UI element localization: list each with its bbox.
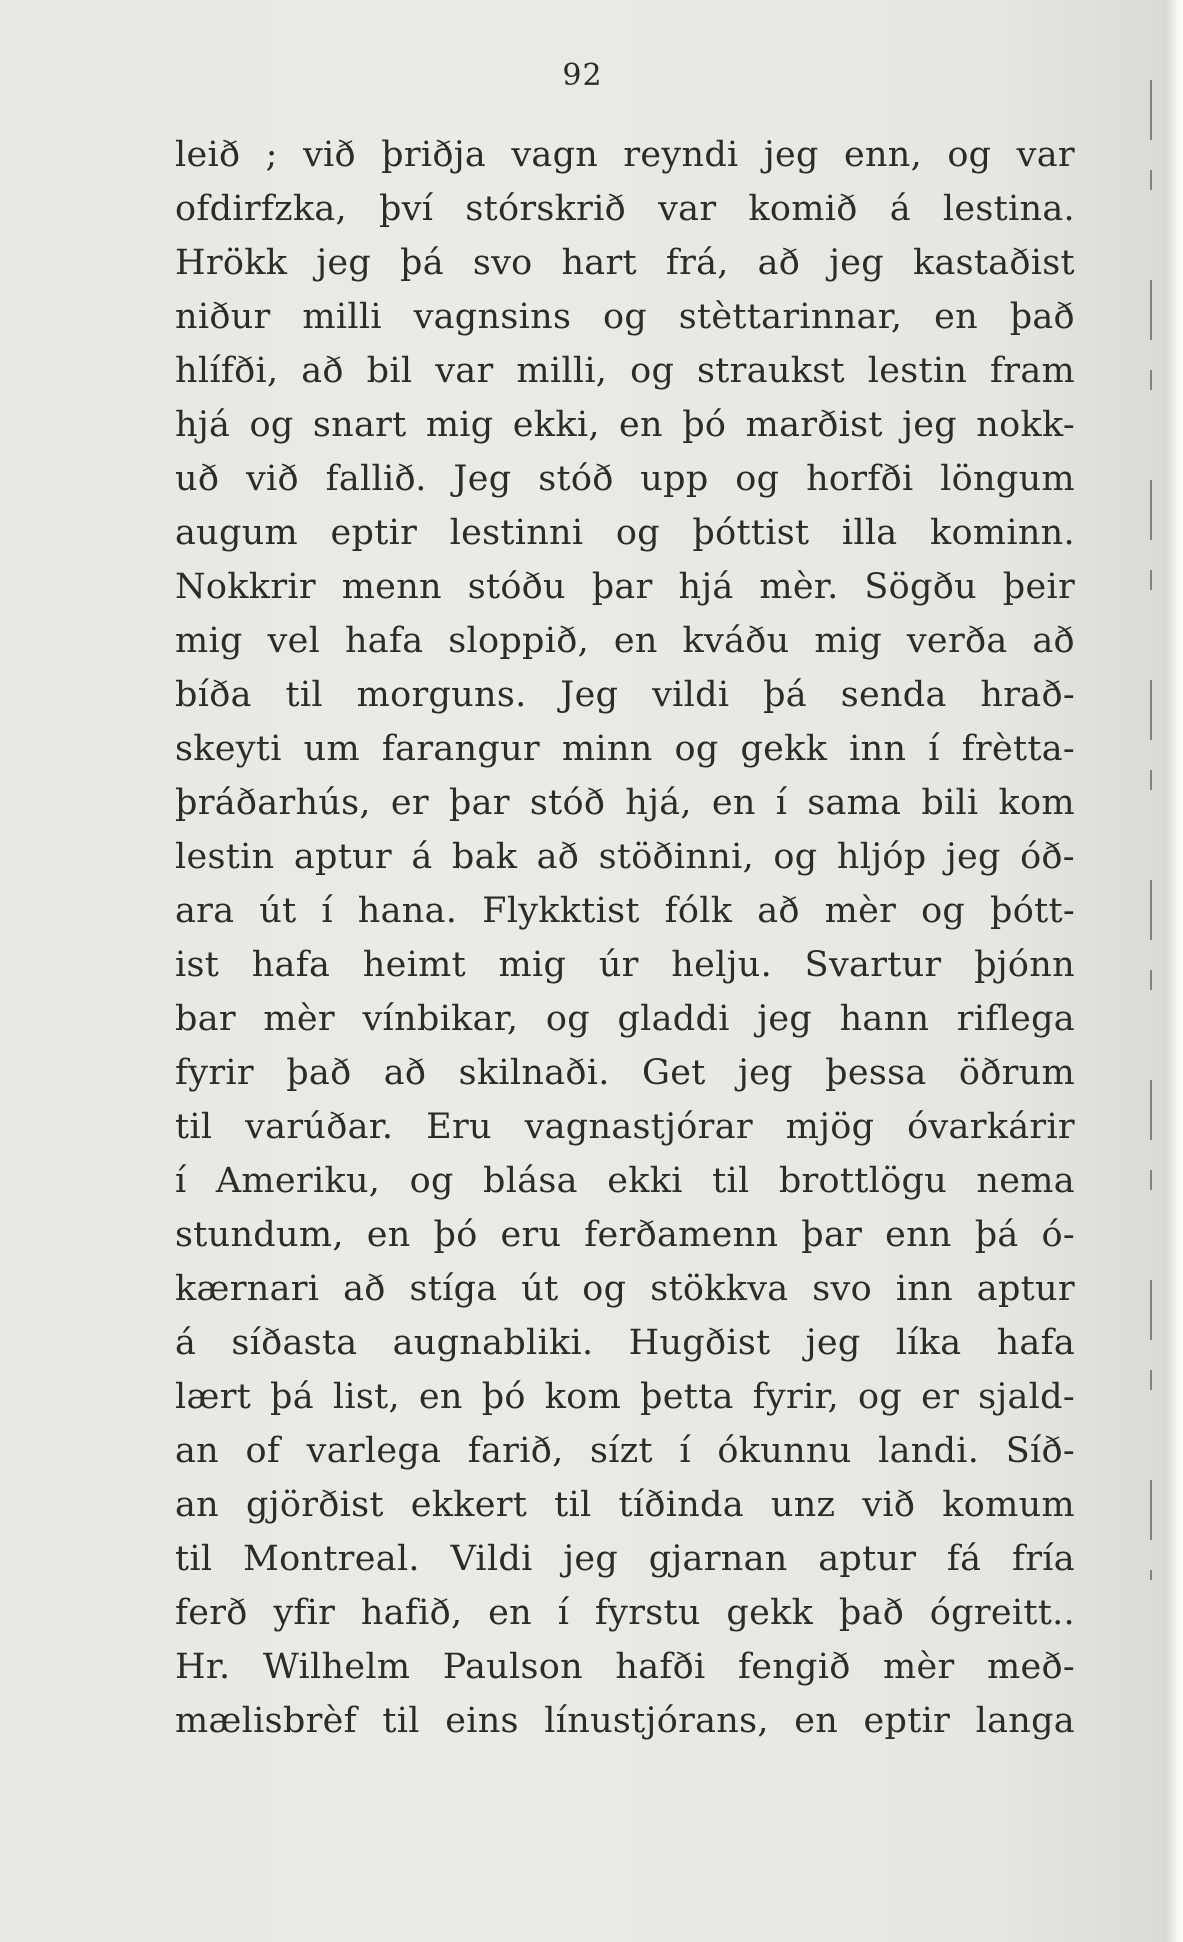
body-text bbox=[175, 128, 1075, 1748]
text-line: lestin aptur á bak að stöðinni, og hljóp jeg óð- bbox=[175, 837, 1075, 877]
text-line: niður milli vagnsins og stèttarinnar, en það bbox=[175, 297, 1075, 337]
text-line: ist hafa heimt mig úr helju. Svartur þjónn bbox=[175, 945, 1075, 985]
text-line: ofdirfzka, því stórskrið var komið á lestina. bbox=[175, 189, 1075, 229]
margin-line bbox=[1150, 80, 1152, 1580]
text-line: til varúðar. Eru vagnastjórar mjög óvarkárir bbox=[175, 1107, 1075, 1147]
text-line: í Ameriku, og blása ekki til brottlögu nema bbox=[175, 1161, 1075, 1201]
text-line: mælisbrèf til eins línustjórans, en eptir langa bbox=[175, 1701, 1075, 1741]
text-line: ferð yfir hafið, en í fyrstu gekk það ógreitt.. bbox=[175, 1593, 1075, 1633]
text-line: ara út í hana. Flykktist fólk að mèr og þótt- bbox=[175, 891, 1075, 931]
text-line: Nokkrir menn stóðu þar hjá mèr. Sögðu þeir bbox=[175, 567, 1075, 607]
text-line: kærnari að stíga út og stökkva svo inn aptur bbox=[175, 1269, 1075, 1309]
text-line: bar mèr vínbikar, og gladdi jeg hann riflega bbox=[175, 999, 1075, 1039]
text-line: uð við fallið. Jeg stóð upp og horfði löngum bbox=[175, 459, 1075, 499]
text-line: mig vel hafa sloppið, en kváðu mig verða að bbox=[175, 621, 1075, 661]
text-line: Hrökk jeg þá svo hart frá, að jeg kastaðist bbox=[175, 243, 1075, 283]
text-line: hjá og snart mig ekki, en þó marðist jeg nokk- bbox=[175, 405, 1075, 445]
text-line: an gjörðist ekkert til tíðinda unz við komum bbox=[175, 1485, 1075, 1525]
text-line: þráðarhús, er þar stóð hjá, en í sama bili kom bbox=[175, 783, 1075, 823]
page-edge bbox=[1165, 0, 1183, 1942]
text-line: an of varlega farið, sízt í ókunnu landi. Síð- bbox=[175, 1431, 1075, 1471]
text-line: á síðasta augnabliki. Hugðist jeg líka hafa bbox=[175, 1323, 1075, 1363]
text-line: bíða til morguns. Jeg vildi þá senda hrað- bbox=[175, 675, 1075, 715]
text-line: fyrir það að skilnaði. Get jeg þessa öðrum bbox=[175, 1053, 1075, 1093]
text-line: skeyti um farangur minn og gekk inn í frètta- bbox=[175, 729, 1075, 769]
text-line: lært þá list, en þó kom þetta fyrir, og er sjald- bbox=[175, 1377, 1075, 1417]
text-line: Hr. Wilhelm Paulson hafði fengið mèr með- bbox=[175, 1647, 1075, 1687]
text-line: til Montreal. Vildi jeg gjarnan aptur fá fría bbox=[175, 1539, 1075, 1579]
text-line: hlífði, að bil var milli, og straukst lestin fram bbox=[175, 351, 1075, 391]
text-line: augum eptir lestinni og þóttist illa kominn. bbox=[175, 513, 1075, 553]
page-number: 92 bbox=[562, 58, 603, 93]
text-line: leið ; við þriðja vagn reyndi jeg enn, og var bbox=[175, 135, 1075, 175]
text-line: stundum, en þó eru ferðamenn þar enn þá ó- bbox=[175, 1215, 1075, 1255]
